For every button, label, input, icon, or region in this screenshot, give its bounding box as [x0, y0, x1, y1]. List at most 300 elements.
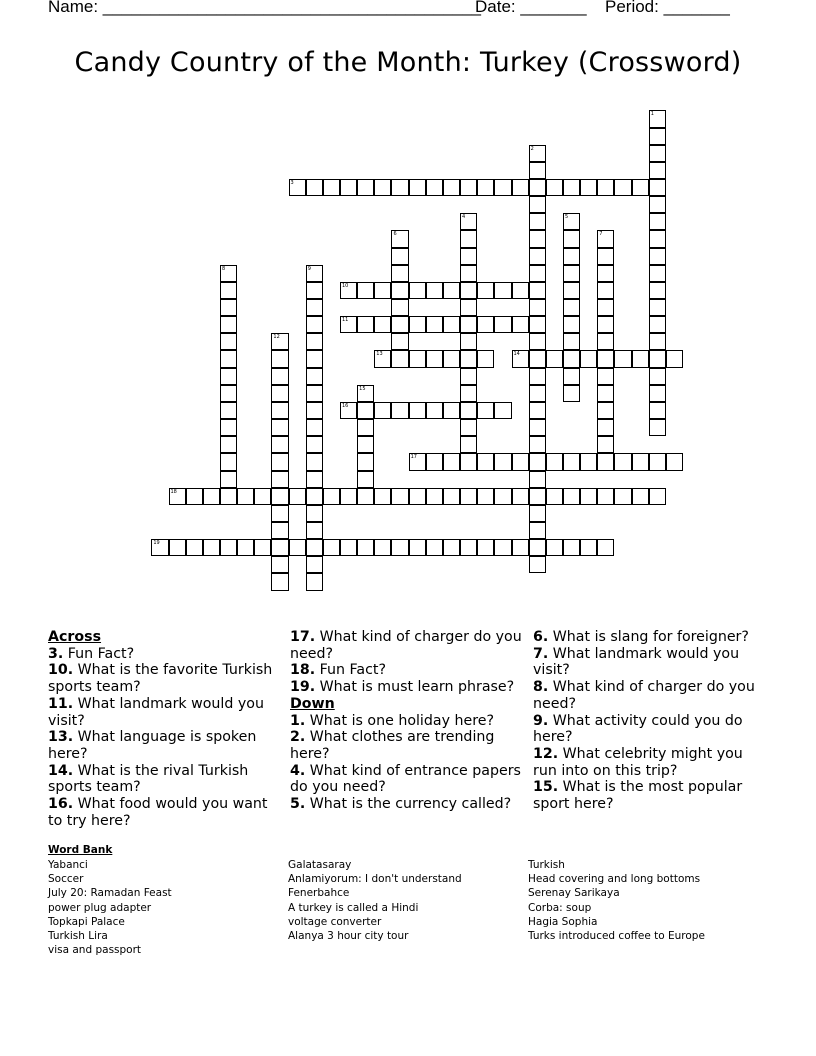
crossword-cell[interactable] — [306, 179, 323, 196]
crossword-cell[interactable] — [649, 110, 666, 127]
clue-across-10: 10. What is the favorite Turkish sports team? — [48, 662, 273, 696]
crossword-cell[interactable] — [271, 385, 288, 402]
crossword-cell[interactable] — [529, 350, 546, 367]
period-field[interactable]: Period: _______ — [605, 0, 730, 16]
crossword-cell[interactable] — [391, 316, 408, 333]
crossword-cell[interactable] — [357, 471, 374, 488]
crossword-cell[interactable] — [529, 505, 546, 522]
crossword-cell[interactable] — [186, 539, 203, 556]
crossword-cell[interactable] — [409, 539, 426, 556]
crossword-cell[interactable] — [494, 488, 511, 505]
crossword-cell[interactable] — [220, 350, 237, 367]
crossword-cell[interactable] — [597, 368, 614, 385]
clue-down-9: 9. What activity could you do here? — [533, 712, 743, 746]
crossword-cell[interactable] — [391, 539, 408, 556]
clue-down-2: 2. What clothes are trending here? — [290, 729, 495, 762]
crossword-cell[interactable] — [391, 350, 408, 367]
crossword-cell[interactable] — [306, 350, 323, 367]
crossword-cell[interactable] — [443, 488, 460, 505]
crossword-cell[interactable] — [271, 556, 288, 573]
crossword-cell[interactable] — [632, 488, 649, 505]
crossword-cell[interactable] — [426, 350, 443, 367]
crossword-cell[interactable] — [649, 419, 666, 436]
crossword-cell[interactable] — [460, 248, 477, 265]
crossword-cell[interactable] — [391, 299, 408, 316]
crossword-cell[interactable] — [374, 350, 391, 367]
crossword-cell[interactable] — [374, 539, 391, 556]
crossword-cell[interactable] — [391, 402, 408, 419]
crossword-cell[interactable] — [323, 488, 340, 505]
across-heading: Across — [48, 629, 102, 645]
crossword-cell[interactable] — [203, 488, 220, 505]
word-bank-item: Turks introduced coffee to Europe — [528, 930, 705, 943]
crossword-cell[interactable] — [494, 179, 511, 196]
crossword-cell[interactable] — [357, 436, 374, 453]
crossword-cell[interactable] — [563, 316, 580, 333]
crossword-cell[interactable] — [289, 488, 306, 505]
crossword-cell[interactable] — [649, 196, 666, 213]
crossword-cell[interactable] — [477, 316, 494, 333]
crossword-cell[interactable] — [649, 179, 666, 196]
crossword-cell[interactable] — [169, 488, 186, 505]
crossword-cell[interactable] — [529, 556, 546, 573]
crossword-cell[interactable] — [220, 282, 237, 299]
crossword-cell[interactable] — [271, 505, 288, 522]
crossword-cell[interactable] — [340, 539, 357, 556]
crossword-cell[interactable] — [529, 471, 546, 488]
crossword-cell[interactable] — [546, 539, 563, 556]
crossword-cell[interactable] — [271, 333, 288, 350]
crossword-cell[interactable] — [649, 299, 666, 316]
crossword-cell[interactable] — [512, 453, 529, 470]
word-bank-item: Head covering and long bottoms — [528, 873, 701, 886]
crossword-cell[interactable] — [426, 488, 443, 505]
crossword-cell[interactable] — [529, 539, 546, 556]
crossword-cell[interactable] — [340, 316, 357, 333]
crossword-cell[interactable] — [632, 350, 649, 367]
crossword-cell[interactable] — [563, 230, 580, 247]
crossword-cell[interactable] — [529, 179, 546, 196]
crossword-cell[interactable] — [220, 453, 237, 470]
crossword-cell[interactable] — [460, 350, 477, 367]
name-field[interactable]: Name: ________________________________________ — [48, 0, 481, 16]
crossword-cell[interactable] — [649, 316, 666, 333]
crossword-cell[interactable] — [597, 179, 614, 196]
crossword-cell[interactable] — [306, 471, 323, 488]
crossword-cell[interactable] — [409, 402, 426, 419]
crossword-cell[interactable] — [409, 316, 426, 333]
crossword-cell[interactable] — [563, 213, 580, 230]
crossword-cell[interactable] — [426, 179, 443, 196]
crossword-cell[interactable] — [512, 350, 529, 367]
crossword-cell[interactable] — [477, 539, 494, 556]
clue-number: 2 — [530, 145, 534, 152]
crossword-cell[interactable] — [426, 402, 443, 419]
crossword-cell[interactable] — [237, 488, 254, 505]
crossword-cell[interactable] — [391, 230, 408, 247]
crossword-cell[interactable] — [563, 488, 580, 505]
crossword-cell[interactable] — [649, 128, 666, 145]
crossword-cell[interactable] — [357, 402, 374, 419]
crossword-cell[interactable] — [529, 436, 546, 453]
crossword-cell[interactable] — [529, 145, 546, 162]
crossword-cell[interactable] — [374, 282, 391, 299]
crossword-cell[interactable] — [512, 316, 529, 333]
crossword-cell[interactable] — [529, 453, 546, 470]
crossword-cell[interactable] — [271, 539, 288, 556]
crossword-cell[interactable] — [306, 539, 323, 556]
crossword-cell[interactable] — [563, 368, 580, 385]
crossword-cell[interactable] — [409, 282, 426, 299]
crossword-cell[interactable] — [529, 230, 546, 247]
crossword-cell[interactable] — [306, 385, 323, 402]
crossword-cell[interactable] — [391, 333, 408, 350]
crossword-cell[interactable] — [597, 402, 614, 419]
crossword-cell[interactable] — [563, 539, 580, 556]
crossword-cell[interactable] — [460, 402, 477, 419]
crossword-cell[interactable] — [306, 505, 323, 522]
crossword-cell[interactable] — [391, 265, 408, 282]
crossword-cell[interactable] — [357, 282, 374, 299]
crossword-cell[interactable] — [649, 402, 666, 419]
crossword-cell[interactable] — [477, 350, 494, 367]
crossword-cell[interactable] — [443, 350, 460, 367]
crossword-cell[interactable] — [649, 350, 666, 367]
crossword-cell[interactable] — [391, 248, 408, 265]
crossword-cell[interactable] — [597, 436, 614, 453]
crossword-cell[interactable] — [649, 385, 666, 402]
crossword-cell[interactable] — [340, 402, 357, 419]
crossword-cell[interactable] — [426, 282, 443, 299]
crossword-cell[interactable] — [597, 453, 614, 470]
crossword-cell[interactable] — [597, 265, 614, 282]
crossword-cell[interactable] — [151, 539, 168, 556]
crossword-cell[interactable] — [220, 265, 237, 282]
crossword-cell[interactable] — [529, 299, 546, 316]
clues-column-1 — [48, 629, 280, 829]
crossword-cell[interactable] — [443, 402, 460, 419]
crossword-cell[interactable] — [220, 333, 237, 350]
crossword-cell[interactable] — [340, 179, 357, 196]
crossword-cell[interactable] — [306, 402, 323, 419]
crossword-cell[interactable] — [426, 539, 443, 556]
crossword-cell[interactable] — [460, 299, 477, 316]
crossword-cell[interactable] — [649, 265, 666, 282]
crossword-cell[interactable] — [649, 368, 666, 385]
crossword-cell[interactable] — [563, 265, 580, 282]
crossword-cell[interactable] — [563, 282, 580, 299]
crossword-cell[interactable] — [271, 573, 288, 590]
word-bank-column-1 — [48, 858, 172, 957]
crossword-cell[interactable] — [271, 402, 288, 419]
crossword-cell[interactable] — [237, 539, 254, 556]
crossword-cell[interactable] — [512, 282, 529, 299]
crossword-cell[interactable] — [306, 282, 323, 299]
crossword-cell[interactable] — [306, 453, 323, 470]
crossword-cell[interactable] — [409, 350, 426, 367]
crossword-cell[interactable] — [529, 419, 546, 436]
crossword-cell[interactable] — [666, 350, 683, 367]
crossword-cell[interactable] — [271, 522, 288, 539]
crossword-cell[interactable] — [649, 282, 666, 299]
crossword-cell[interactable] — [306, 299, 323, 316]
crossword-cell[interactable] — [632, 453, 649, 470]
crossword-cell[interactable] — [529, 368, 546, 385]
crossword-cell[interactable] — [220, 385, 237, 402]
crossword-cell[interactable] — [529, 385, 546, 402]
crossword-cell[interactable] — [649, 333, 666, 350]
crossword-cell[interactable] — [220, 488, 237, 505]
crossword-cell[interactable] — [220, 368, 237, 385]
crossword-cell[interactable] — [460, 488, 477, 505]
crossword-cell[interactable] — [546, 453, 563, 470]
crossword-cell[interactable] — [306, 265, 323, 282]
crossword-cell[interactable] — [306, 556, 323, 573]
crossword-cell[interactable] — [460, 436, 477, 453]
crossword-cell[interactable] — [494, 453, 511, 470]
crossword-cell[interactable] — [306, 368, 323, 385]
word-bank-item: Alanya 3 hour city tour — [288, 930, 409, 943]
crossword-cell[interactable] — [529, 333, 546, 350]
clue-across-17: 17. What kind of charger do you need? — [290, 629, 522, 662]
crossword-cell[interactable] — [597, 419, 614, 436]
crossword-cell[interactable] — [477, 488, 494, 505]
word-bank-item: Corba: soup — [528, 901, 592, 914]
crossword-cell[interactable] — [529, 265, 546, 282]
crossword-cell[interactable] — [529, 316, 546, 333]
crossword-cell[interactable] — [443, 282, 460, 299]
crossword-cell[interactable] — [460, 419, 477, 436]
crossword-cell[interactable] — [323, 539, 340, 556]
crossword-cell[interactable] — [512, 179, 529, 196]
crossword-cell[interactable] — [271, 350, 288, 367]
crossword-cell[interactable] — [649, 453, 666, 470]
crossword-cell[interactable] — [443, 539, 460, 556]
crossword-cell[interactable] — [597, 488, 614, 505]
crossword-cell[interactable] — [340, 488, 357, 505]
crossword-cell[interactable] — [597, 316, 614, 333]
crossword-cell[interactable] — [357, 385, 374, 402]
word-bank-column-3 — [528, 858, 705, 943]
crossword-cell[interactable] — [649, 145, 666, 162]
crossword-cell[interactable] — [220, 539, 237, 556]
clue-number: 5 — [564, 214, 569, 221]
crossword-cell[interactable] — [426, 316, 443, 333]
crossword-cell[interactable] — [374, 488, 391, 505]
crossword-cell[interactable] — [563, 350, 580, 367]
crossword-cell[interactable] — [460, 179, 477, 196]
word-bank-column-2 — [288, 858, 462, 943]
crossword-cell[interactable] — [271, 471, 288, 488]
crossword-cell[interactable] — [391, 488, 408, 505]
crossword-cell[interactable] — [409, 453, 426, 470]
crossword-cell[interactable] — [271, 419, 288, 436]
clue-number: 16 — [342, 402, 349, 409]
crossword-cell[interactable] — [306, 316, 323, 333]
crossword-cell[interactable] — [186, 488, 203, 505]
crossword-cell[interactable] — [529, 488, 546, 505]
clue-number: 13 — [376, 351, 383, 358]
crossword-cell[interactable] — [271, 368, 288, 385]
date-field[interactable]: Date: _______ — [475, 0, 587, 16]
crossword-cell[interactable] — [323, 179, 340, 196]
crossword-cell[interactable] — [494, 282, 511, 299]
crossword-cell[interactable] — [220, 316, 237, 333]
word-bank-item: power plug adapter — [48, 901, 152, 914]
crossword-cell[interactable] — [460, 333, 477, 350]
crossword-cell[interactable] — [306, 488, 323, 505]
crossword-cell[interactable] — [477, 453, 494, 470]
crossword-cell[interactable] — [220, 402, 237, 419]
clue-across-19: 19. What is must learn phrase? — [290, 679, 515, 696]
crossword-cell[interactable] — [597, 350, 614, 367]
clue-number: 1 — [650, 111, 654, 118]
crossword-cell[interactable] — [649, 213, 666, 230]
crossword-cell[interactable] — [632, 179, 649, 196]
crossword-cell[interactable] — [512, 539, 529, 556]
word-bank-item: A turkey is called a Hindi — [288, 901, 419, 914]
crossword-cell[interactable] — [357, 539, 374, 556]
crossword-cell[interactable] — [391, 179, 408, 196]
crossword-cell[interactable] — [597, 230, 614, 247]
crossword-cell[interactable] — [580, 539, 597, 556]
crossword-cell[interactable] — [460, 316, 477, 333]
crossword-cell[interactable] — [563, 453, 580, 470]
crossword-cell[interactable] — [649, 248, 666, 265]
clue-down-5: 5. What is the currency called? — [290, 796, 512, 813]
crossword-cell[interactable] — [597, 539, 614, 556]
crossword-cell[interactable] — [306, 573, 323, 590]
crossword-cell[interactable] — [409, 488, 426, 505]
clue-number: 19 — [153, 540, 160, 547]
crossword-cell[interactable] — [649, 488, 666, 505]
crossword-cell[interactable] — [580, 179, 597, 196]
crossword-cell[interactable] — [614, 453, 631, 470]
crossword-cell[interactable] — [271, 436, 288, 453]
crossword-cell[interactable] — [271, 453, 288, 470]
crossword-cell[interactable] — [374, 316, 391, 333]
crossword-cell[interactable] — [169, 539, 186, 556]
clue-across-11: 11. What landmark would you visit? — [48, 695, 264, 729]
crossword-cell[interactable] — [546, 488, 563, 505]
crossword-cell[interactable] — [460, 539, 477, 556]
crossword-cell[interactable] — [220, 471, 237, 488]
crossword-cell[interactable] — [597, 333, 614, 350]
crossword-cell[interactable] — [529, 522, 546, 539]
crossword-cell[interactable] — [374, 402, 391, 419]
crossword-cell[interactable] — [220, 419, 237, 436]
crossword-cell[interactable] — [529, 248, 546, 265]
crossword-cell[interactable] — [443, 453, 460, 470]
crossword-cell[interactable] — [529, 213, 546, 230]
crossword-cell[interactable] — [254, 488, 271, 505]
crossword-cell[interactable] — [443, 179, 460, 196]
crossword-cell[interactable] — [563, 385, 580, 402]
word-bank-item: Turkish Lira — [48, 930, 108, 943]
crossword-cell[interactable] — [649, 162, 666, 179]
crossword-cell[interactable] — [614, 179, 631, 196]
word-bank-item: visa and passport — [48, 944, 142, 957]
word-bank-item: Fenerbahce — [288, 887, 350, 900]
crossword-cell[interactable] — [649, 230, 666, 247]
crossword-cell[interactable] — [529, 162, 546, 179]
crossword-cell[interactable] — [597, 385, 614, 402]
crossword-cell[interactable] — [357, 453, 374, 470]
crossword-cell[interactable] — [494, 402, 511, 419]
crossword-cell[interactable] — [597, 248, 614, 265]
crossword-cell[interactable] — [580, 453, 597, 470]
crossword-cell[interactable] — [460, 368, 477, 385]
crossword-cell[interactable] — [357, 316, 374, 333]
crossword-cell[interactable] — [546, 350, 563, 367]
crossword-cell[interactable] — [512, 488, 529, 505]
crossword-cell[interactable] — [357, 179, 374, 196]
crossword-cell[interactable] — [460, 230, 477, 247]
crossword-cell[interactable] — [597, 299, 614, 316]
crossword-cell[interactable] — [563, 333, 580, 350]
crossword-cell[interactable] — [306, 436, 323, 453]
crossword-cell[interactable] — [391, 282, 408, 299]
crossword-cell[interactable] — [563, 248, 580, 265]
crossword-cell[interactable] — [597, 282, 614, 299]
crossword-cell[interactable] — [477, 179, 494, 196]
crossword-cell[interactable] — [357, 419, 374, 436]
crossword-cell[interactable] — [443, 316, 460, 333]
crossword-cell[interactable] — [666, 453, 683, 470]
crossword-cell[interactable] — [563, 179, 580, 196]
crossword-cell[interactable] — [220, 436, 237, 453]
crossword-cell[interactable] — [254, 539, 271, 556]
crossword-cell[interactable] — [357, 488, 374, 505]
crossword-cell[interactable] — [460, 213, 477, 230]
clue-number: 7 — [599, 231, 603, 238]
crossword-cell[interactable] — [340, 282, 357, 299]
crossword-cell[interactable] — [426, 453, 443, 470]
crossword-cell[interactable] — [289, 539, 306, 556]
crossword-cell[interactable] — [529, 402, 546, 419]
word-bank-item: Anlamiyorum: I don't understand — [288, 873, 462, 886]
clue-across-18: 18. Fun Fact? — [290, 662, 386, 679]
crossword-cell[interactable] — [580, 488, 597, 505]
clue-down-8: 8. What kind of charger do you need? — [533, 679, 755, 712]
crossword-cell[interactable] — [580, 350, 597, 367]
crossword-cell[interactable] — [529, 196, 546, 213]
crossword-cell[interactable] — [563, 299, 580, 316]
crossword-cell[interactable] — [494, 539, 511, 556]
crossword-cell[interactable] — [374, 179, 391, 196]
crossword-cell[interactable] — [529, 282, 546, 299]
crossword-cell[interactable] — [546, 179, 563, 196]
crossword-cell[interactable] — [220, 299, 237, 316]
clue-down-1: 1. What is one holiday here? — [290, 712, 494, 729]
crossword-cell[interactable] — [306, 419, 323, 436]
crossword-cell[interactable] — [271, 488, 288, 505]
crossword-cell[interactable] — [460, 265, 477, 282]
crossword-cell[interactable] — [460, 453, 477, 470]
crossword-cell[interactable] — [306, 333, 323, 350]
crossword-cell[interactable] — [614, 350, 631, 367]
crossword-cell[interactable] — [494, 316, 511, 333]
crossword-cell[interactable] — [460, 385, 477, 402]
crossword-cell[interactable] — [203, 539, 220, 556]
crossword-cell[interactable] — [289, 179, 306, 196]
crossword-cell[interactable] — [614, 488, 631, 505]
crossword-cell[interactable] — [477, 402, 494, 419]
crossword-cell[interactable] — [306, 522, 323, 539]
crossword-cell[interactable] — [477, 282, 494, 299]
crossword-cell[interactable] — [409, 179, 426, 196]
crossword-cell[interactable] — [460, 282, 477, 299]
